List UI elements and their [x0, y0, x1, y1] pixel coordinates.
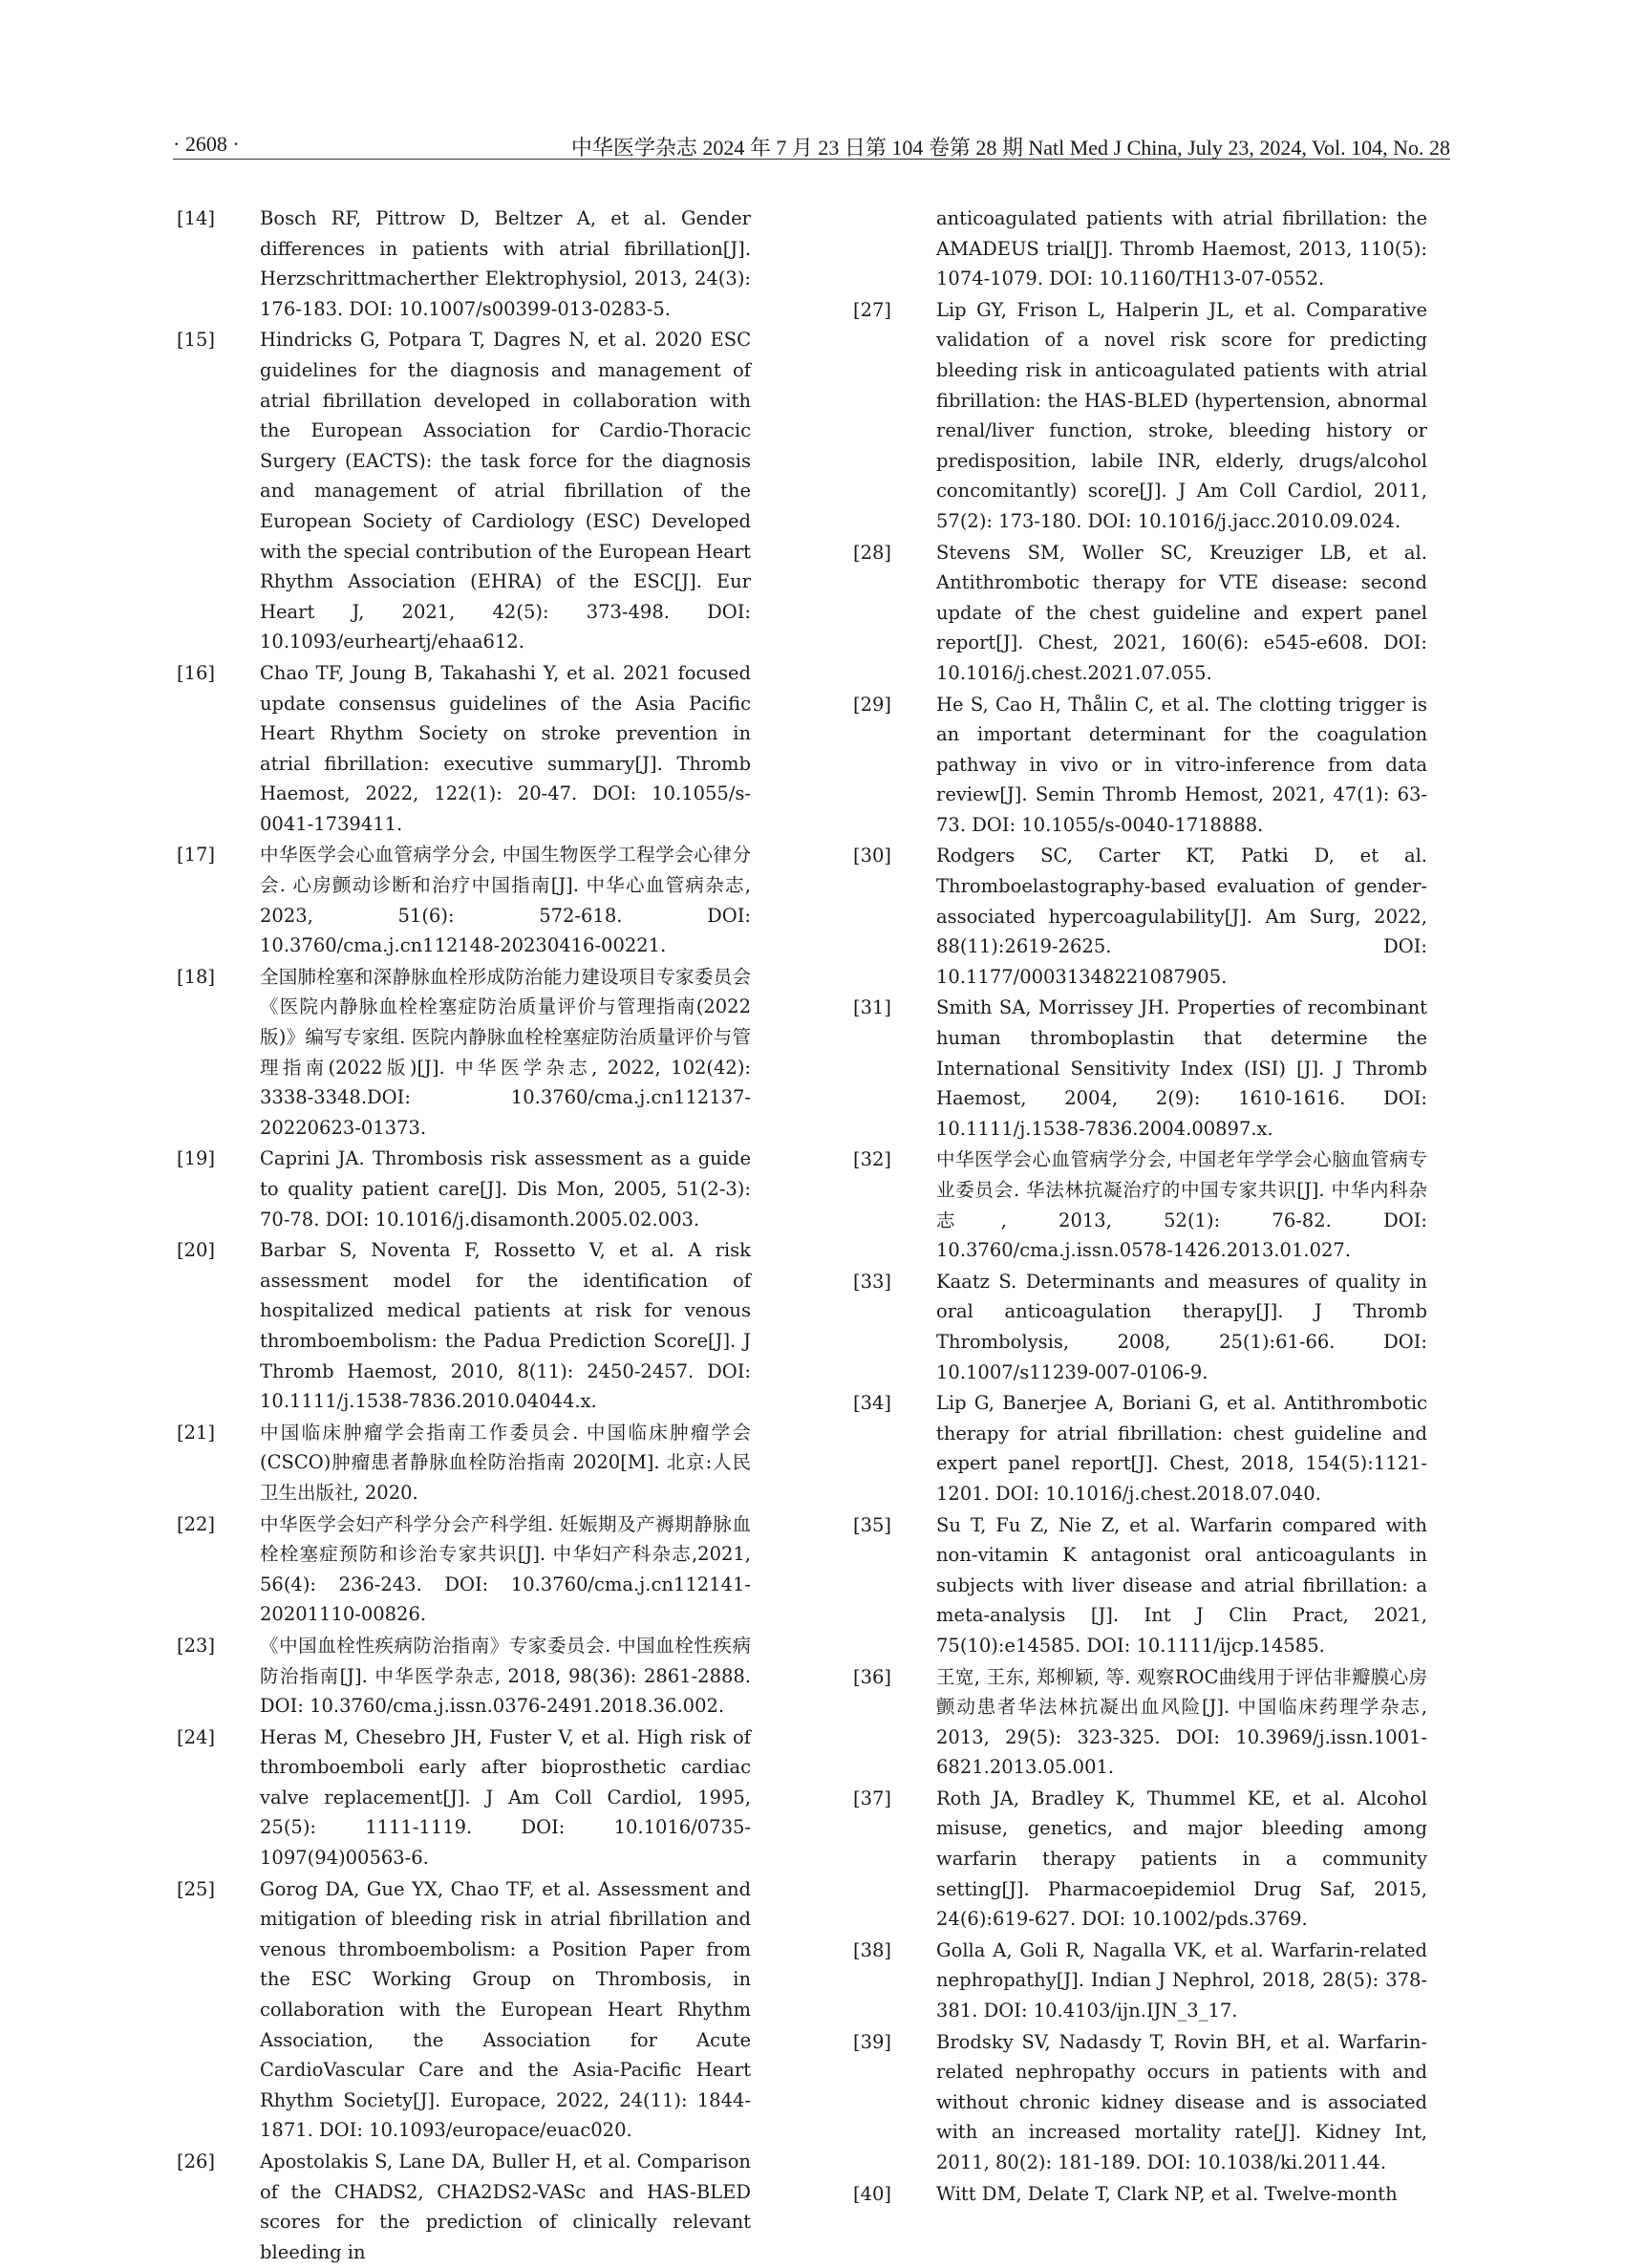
- reference-number: [40]: [853, 2182, 892, 2205]
- reference-number: [39]: [853, 2030, 892, 2053]
- reference-number: [14]: [177, 207, 216, 229]
- reference-entry: [173, 1235, 751, 1417]
- reference-number: [29]: [853, 693, 892, 716]
- reference-text: 中华医学会妇产科学分会产科学组. 妊娠期及产褥期静脉血栓栓塞症预防和诊治专家共识[J]. 中华妇产科杂志,2021, 56(4): 236-243. DOI: 10.3760/cma.j.cn112141-20201110-00826.: [260, 1512, 751, 1626]
- reference-text: Kaatz S. Determinants and measures of quality in oral anticoagulation therapy[J]. J Thromb Thrombolysis, 2008, 25(1):61-66. DOI: 10.1007/s11239-007-0106-9.: [936, 1270, 1427, 1383]
- reference-entry: [849, 993, 1427, 1144]
- reference-column-right: [849, 203, 1427, 2210]
- reference-number: [31]: [853, 996, 892, 1019]
- reference-entry: [173, 325, 751, 657]
- reference-entry: [849, 690, 1427, 841]
- reference-entry: [849, 1784, 1427, 1935]
- reference-text: Lip G, Banerjee A, Boriani G, et al. Antithrombotic therapy for atrial fibrillation: chest guideline and expert panel report[J]. Chest, 2018, 154(5):1121-1201. DOI: 10.1016/j.chest.2018.07.040.: [936, 1392, 1427, 1505]
- reference-entry: [173, 1722, 751, 1873]
- reference-number: [37]: [853, 1787, 892, 1809]
- reference-number: [36]: [853, 1665, 892, 1688]
- reference-entry: [849, 1145, 1427, 1265]
- reference-text: Hindricks G, Potpara T, Dagres N, et al. 2020 ESC guidelines for the diagnosis and management of atrial fibrillation developed in collaboration with the European Association for Cardio-Thoracic Surgery (EACTS): the task force for the diagnosis and management of atrial fibrillation of the European Society of Cardiology (ESC) Developed with the special contribution of the European Heart Rhythm Association (EHRA) of the ESC[J]. Eur Heart J, 2021, 42(5): 373-498. DOI: 10.1093/eurheartj/ehaa612.: [260, 329, 752, 653]
- reference-text: Roth JA, Bradley K, Thummel KE, et al. Alcohol misuse, genetics, and major bleeding among warfarin therapy patients in a community setting[J]. Pharmacoepidemiol Drug Saf, 2015, 24(6):619-627. DOI: 10.1002/pds.3769.: [936, 1787, 1427, 1931]
- reference-number: [38]: [853, 1938, 892, 1961]
- reference-entry: [849, 1267, 1427, 1387]
- page-number: · 2608 ·: [173, 132, 240, 156]
- reference-text: Gorog DA, Gue YX, Chao TF, et al. Assessment and mitigation of bleeding risk in atrial fibrillation and venous thromboembolism: a Position Paper from the ESC Working Group on Thrombosis, in collaboration with the European Heart Rhythm Association, the Association for Acute CardioVascular Care and the Asia-Pacific Heart Rhythm Society[J]. Europace, 2022, 24(11): 1844-1871. DOI: 10.1093/europace/euac020.: [260, 1877, 751, 2142]
- reference-entry: [849, 2179, 1427, 2210]
- reference-number: [19]: [177, 1147, 216, 1170]
- reference-entry: [173, 203, 751, 324]
- reference-text: Lip GY, Frison L, Halperin JL, et al. Comparative validation of a novel risk score for predicting bleeding risk in anticoagulated patients with atrial fibrillation: the HAS-BLED (hypertension, abnormal renal/liver function, stroke, bleeding history or predisposition, labile INR, elderly, drugs/alcohol concomitantly) score[J]. J Am Coll Cardiol, 2011, 57(2): 173-180. DOI: 10.1016/j.jacc.2010.09.024.: [936, 298, 1427, 532]
- reference-entry: [173, 1874, 751, 2146]
- reference-entry: [849, 538, 1427, 689]
- reference-text: Witt DM, Delate T, Clark NP, et al. Twelve-month: [936, 2182, 1398, 2205]
- reference-entry: [849, 2027, 1427, 2178]
- reference-entry: [849, 295, 1427, 537]
- reference-text: Stevens SM, Woller SC, Kreuziger LB, et al. Antithrombotic therapy for VTE disease: second update of the chest guideline and expert panel report[J]. Chest, 2021, 160(6): e545-e608. DOI: 10.1016/j.chest.2021.07.055.: [936, 541, 1427, 684]
- reference-number: [16]: [177, 661, 216, 684]
- reference-text: Chao TF, Joung B, Takahashi Y, et al. 2021 focused update consensus guidelines of the Asia Pacific Heart Rhythm Society on stroke prevention in atrial fibrillation: executive summary[J]. Thromb Haemost, 2022, 122(1): 20-47. DOI: 10.1055/s-0041-1739411.: [260, 661, 751, 835]
- reference-text: Apostolakis S, Lane DA, Buller H, et al. Comparison of the CHADS2, CHA2DS2-VASc and HAS-BLED scores for the prediction of clinically relevant bleeding in: [260, 2150, 751, 2263]
- reference-number: [32]: [853, 1148, 892, 1171]
- journal-info: 中华医学杂志 2024 年 7 月 23 日第 104 卷第 28 期 Natl Med J China, July 23, 2024, Vol. 104, No. 28: [570, 136, 1450, 160]
- reference-number: [27]: [853, 298, 892, 321]
- reference-text: He S, Cao H, Thålin C, et al. The clotting trigger is an important determinant for the coagulation pathway in vivo or in vitro-inference from data review[J]. Semin Thromb Hemost, 2021, 47(1): 63-73. DOI: 10.1055/s-0040-1718888.: [936, 693, 1427, 836]
- reference-entry: [173, 1631, 751, 1722]
- reference-entry: [173, 1418, 751, 1508]
- reference-number: [25]: [177, 1877, 216, 1900]
- reference-number: [22]: [177, 1512, 216, 1535]
- reference-number: [20]: [177, 1239, 216, 1262]
- reference-number: [33]: [853, 1270, 892, 1293]
- reference-entry: [849, 1388, 1427, 1508]
- reference-text: 《中国血栓性疾病防治指南》专家委员会. 中国血栓性疾病防治指南[J]. 中华医学杂志, 2018, 98(36): 2861-2888. DOI: 10.3760/cma.j.issn.0376-2491.2018.36.002.: [260, 1634, 751, 1718]
- reference-text: Su T, Fu Z, Nie Z, et al. Warfarin compared with non-vitamin K antagonist oral anticoagulants in subjects with liver disease and atrial fibrillation: a meta-analysis [J]. Int J Clin Pract, 2021, 75(10):e14585. DOI: 10.1111/ijcp.14585.: [936, 1513, 1427, 1657]
- reference-text: Barbar S, Noventa F, Rossetto V, et al. A risk assessment model for the identification of hospitalized medical patients at risk for venous thromboembolism: the Padua Prediction Score[J]. J Thromb Haemost, 2010, 8(11): 2450-2457. DOI: 10.1111/j.1538-7836.2010.04044.x.: [260, 1239, 751, 1413]
- reference-number: [18]: [177, 965, 216, 988]
- reference-entry-continued: [849, 203, 1427, 294]
- reference-text: 中国临床肿瘤学会指南工作委员会. 中国临床肿瘤学会(CSCO)肿瘤患者静脉血栓防治指南 2020[M]. 北京:人民卫生出版社, 2020.: [260, 1421, 751, 1504]
- reference-entry: [173, 840, 751, 960]
- reference-text: 中华医学会心血管病学分会, 中国老年学学会心脑血管病专业委员会. 华法林抗凝治疗的中国专家共识[J]. 中华内科杂志, 2013, 52(1): 76-82. DOI: 10.3760/cma.j.issn.0578-1426.2013.01.027.: [936, 1148, 1427, 1262]
- reference-text: Caprini JA. Thrombosis risk assessment as a guide to quality patient care[J]. Dis Mon, 2005, 51(2-3): 70-78. DOI: 10.1016/j.disamonth.2005.02.003.: [260, 1147, 751, 1230]
- reference-number: [23]: [177, 1634, 216, 1657]
- reference-number: [26]: [177, 2150, 216, 2172]
- reference-entry: [173, 962, 751, 1144]
- reference-text: 中华医学会心血管病学分会, 中国生物医学工程学会心律分会. 心房颤动诊断和治疗中国指南[J]. 中华心血管病杂志, 2023, 51(6): 572-618. DOI: 10.3760/cma.j.cn112148-20230416-00221.: [260, 844, 751, 957]
- reference-text: Bosch RF, Pittrow D, Beltzer A, et al. Gender differences in patients with atrial fibrillation[J]. Herzschrittmacherther Elektrophysiol, 2013, 24(3): 176-183. DOI: 10.1007/s00399-013-0283-5.: [260, 207, 751, 320]
- reference-text: Rodgers SC, Carter KT, Patki D, et al. Thromboelastography-based evaluation of gender-associated hypercoagulability[J]. Am Surg, 2022, 88(11):2619-2625. DOI: 10.1177/00031348221087905.: [936, 845, 1427, 988]
- page-header: [173, 130, 1450, 160]
- reference-number: [35]: [853, 1513, 892, 1536]
- reference-number: [28]: [853, 541, 892, 564]
- reference-entry: [849, 1936, 1427, 2026]
- reference-number: [21]: [177, 1421, 216, 1444]
- reference-entry: [173, 658, 751, 840]
- reference-text: Golla A, Goli R, Nagalla VK, et al. Warfarin-related nephropathy[J]. Indian J Nephrol, 2018, 28(5): 378-381. DOI: 10.4103/ijn.IJN_3_17.: [936, 1938, 1427, 2022]
- reference-entry: [173, 1509, 751, 1630]
- reference-text: Brodsky SV, Nadasdy T, Rovin BH, et al. Warfarin-related nephropathy occurs in patients with and without chronic kidney disease and is associated with an increased mortality rate[J]. Kidney Int, 2011, 80(2): 181-189. DOI: 10.1038/ki.2011.44.: [936, 2030, 1427, 2173]
- reference-text: 王宽, 王东, 郑柳颖, 等. 观察ROC曲线用于评估非瓣膜心房颤动患者华法林抗凝出血风险[J]. 中国临床药理学杂志, 2013, 29(5): 323-325. DOI: 10.3969/j.issn.1001-6821.2013.05.001.: [936, 1665, 1427, 1779]
- reference-number: [30]: [853, 845, 892, 867]
- reference-entry: [173, 1144, 751, 1234]
- reference-number: [15]: [177, 329, 216, 352]
- reference-text: anticoagulated patients with atrial fibrillation: the AMADEUS trial[J]. Thromb Haemost, 2013, 110(5): 1074-1079. DOI: 10.1160/TH13-07-0552.: [936, 207, 1427, 290]
- reference-text: Heras M, Chesebro JH, Fuster V, et al. High risk of thromboemboli early after bioprosthetic cardiac valve replacement[J]. J Am Coll Cardiol, 1995, 25(5): 1111-1119. DOI: 10.1016/0735-1097(94)00563-6.: [260, 1725, 751, 1870]
- reference-column-left: [173, 203, 751, 2268]
- reference-number: [17]: [177, 844, 216, 867]
- reference-entry: [849, 841, 1427, 992]
- reference-entry: [849, 1510, 1427, 1661]
- reference-entry: [173, 2147, 751, 2267]
- reference-number: [24]: [177, 1725, 216, 1748]
- reference-text: 全国肺栓塞和深静脉血栓形成防治能力建设项目专家委员会《医院内静脉血栓栓塞症防治质量评价与管理指南(2022版)》编写专家组. 医院内静脉血栓栓塞症防治质量评价与管理指南(2022版)[J]. 中华医学杂志, 2022, 102(42): 3338-3348.DOI: 10.3760/cma.j.cn112137-20220623-01373.: [260, 965, 751, 1139]
- reference-number: [34]: [853, 1392, 892, 1415]
- reference-entry: [849, 1662, 1427, 1783]
- reference-text: Smith SA, Morrissey JH. Properties of recombinant human thromboplastin that determine the International Sensitivity Index (ISI) [J]. J Thromb Haemost, 2004, 2(9): 1610-1616. DOI: 10.1111/j.1538-7836.2004.00897.x.: [936, 996, 1427, 1140]
